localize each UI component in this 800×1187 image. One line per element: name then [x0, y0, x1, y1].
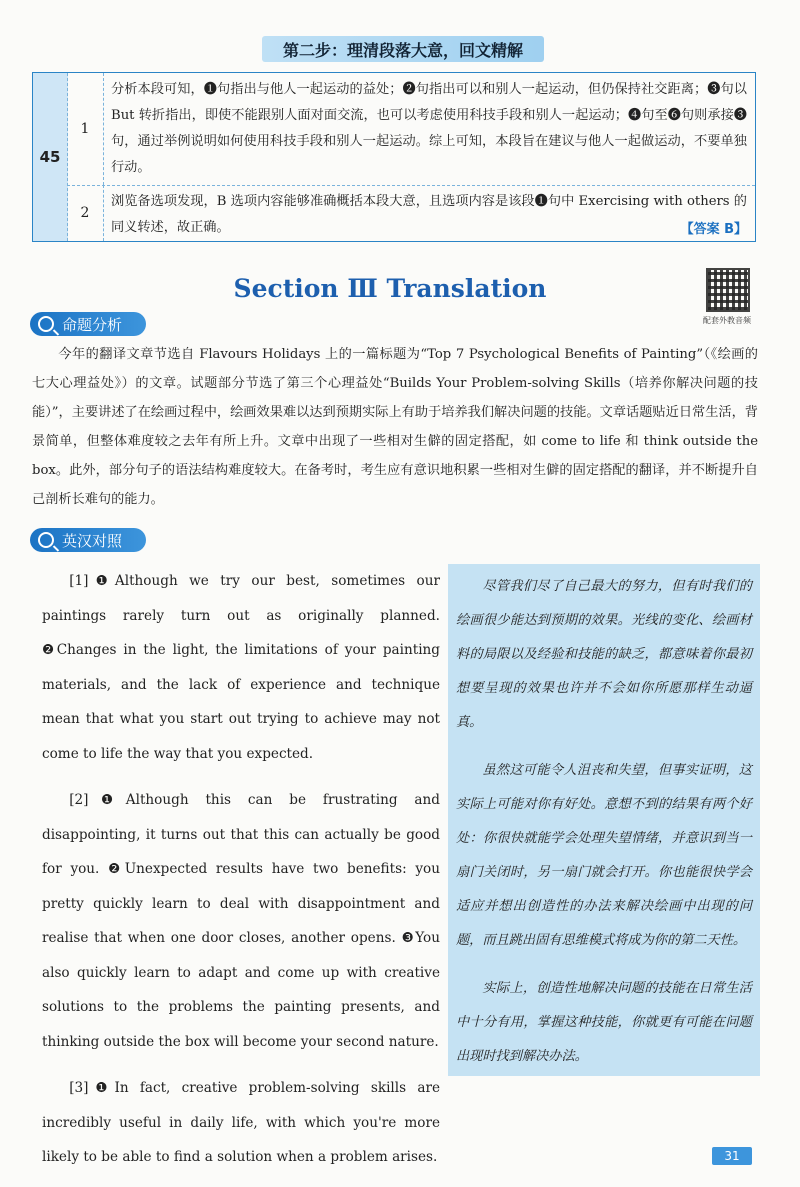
- section-pill-bilingual: [30, 528, 146, 552]
- question-number: 45: [33, 73, 68, 241]
- pill-label: 英汉对照: [62, 531, 123, 550]
- chinese-paragraph: 虽然这可能令人沮丧和失望，但事实证明，这实际上可能对你有好处。意想不到的结果有两个好处：你很快就能学会处理失望情绪，并意识到当一扇门关闭时，另一扇门就会打开。你也能很快学会适应并想出创造性的办法来解决绘画中出现的问题，而且跳出固有思维模式将成为你的第二天性。: [456, 763, 752, 948]
- qr-caption: 配套外教音频: [703, 316, 751, 325]
- english-paragraph: [1]❶Although we try our best, sometimes our paintings rarely turn out as originally planned. ❷Changes in the light, the limitations of your painting materials, and the lack of experience and technique mean that what you start out trying to achieve may not come to life the way that you expected.: [42, 573, 440, 762]
- english-paragraph: [2]❶Although this can be frustrating and disappointing, it turns out that this can actually be good for you. ❷Unexpected results have two benefits: you pretty quickly learn to deal with disappointment and realise that when one door closes, another opens. ❸You also quickly learn to adapt and come up with creative solutions to the problems the painting presents, and thinking outside the box will become your second nature.: [42, 792, 440, 1050]
- analysis-row: [67, 185, 755, 241]
- english-column: [42, 564, 440, 1187]
- chinese-paragraph: 实际上，创造性地解决问题的技能在日常生活中十分有用，掌握这种技能，你就更有可能在问题出现时找到解决办法。: [456, 981, 752, 1064]
- magnifier-icon: [38, 532, 54, 548]
- row-text: 浏览备选项发现，B 选项内容能够准确概括本段大意，且选项内容是该段❶句中 Exercising with others 的同义转述，故正确。: [111, 194, 747, 235]
- chinese-translation-box: [448, 564, 760, 1076]
- answer-badge: 【答案 B】: [680, 222, 747, 237]
- row-number: 2: [67, 185, 104, 241]
- intro-paragraph: 今年的翻译文章节选自 Flavours Holidays 上的一篇标题为“Top 7 Psychological Benefits of Painting”（《绘画的七大心理益处》）的文章。试题部分节选了第三个心理益处“Builds Your Problem-solving Skills（培养你解决问题的技能）”，主要讲述了在绘画过程中，绘画效果难以达到预期实际上有助于培养我们解决问题的技能。文章话题贴近日常生活，背景简单，但整体难度较之去年有所上升。文章中出现了一些相对生僻的固定搭配，如 come to life 和 think outside the box。此外，部分句子的语法结构难度较大。在备考时，考生应有意识地积累一些相对生僻的固定搭配的翻译，并不断提升自己剖析长难句的能力。: [32, 347, 758, 507]
- english-paragraph: [3]❶In fact, creative problem-solving skills are incredibly useful in daily life, with which you're more likely to be able to find a solution when a problem arises.: [42, 1080, 440, 1165]
- step-banner: 第二步：理清段落大意，回文精解: [262, 36, 544, 62]
- row-number: 1: [67, 73, 104, 185]
- chinese-paragraph: 尽管我们尽了自己最大的努力，但有时我们的绘画很少能达到预期的效果。光线的变化、绘画材料的局限以及经验和技能的缺乏，都意味着你最初想要呈现的效果也许并不会如你所愿那样生动逼真。: [456, 579, 752, 730]
- analysis-table: [32, 72, 756, 242]
- qr-code-icon[interactable]: [706, 268, 750, 312]
- section-pill-analysis: [30, 312, 146, 336]
- analysis-row: [67, 73, 755, 186]
- pill-label: 命题分析: [62, 315, 123, 334]
- section-title: Section Ⅲ Translation: [233, 274, 547, 303]
- page-number: 31: [712, 1147, 752, 1165]
- magnifier-icon: [38, 316, 54, 332]
- row-text: 分析本段可知，❶句指出与他人一起运动的益处；❷句指出可以和别人一起运动，但仍保持社交距离；❸句以 But 转折指出，即使不能跟别人面对面交流，也可以考虑使用科技手段和别人一起运动；❹句至❻句则承接❸句，通过举例说明如何使用科技手段和别人一起运动。综上可知，本段旨在建议与他人一起做运动，不要单独行动。: [111, 82, 747, 175]
